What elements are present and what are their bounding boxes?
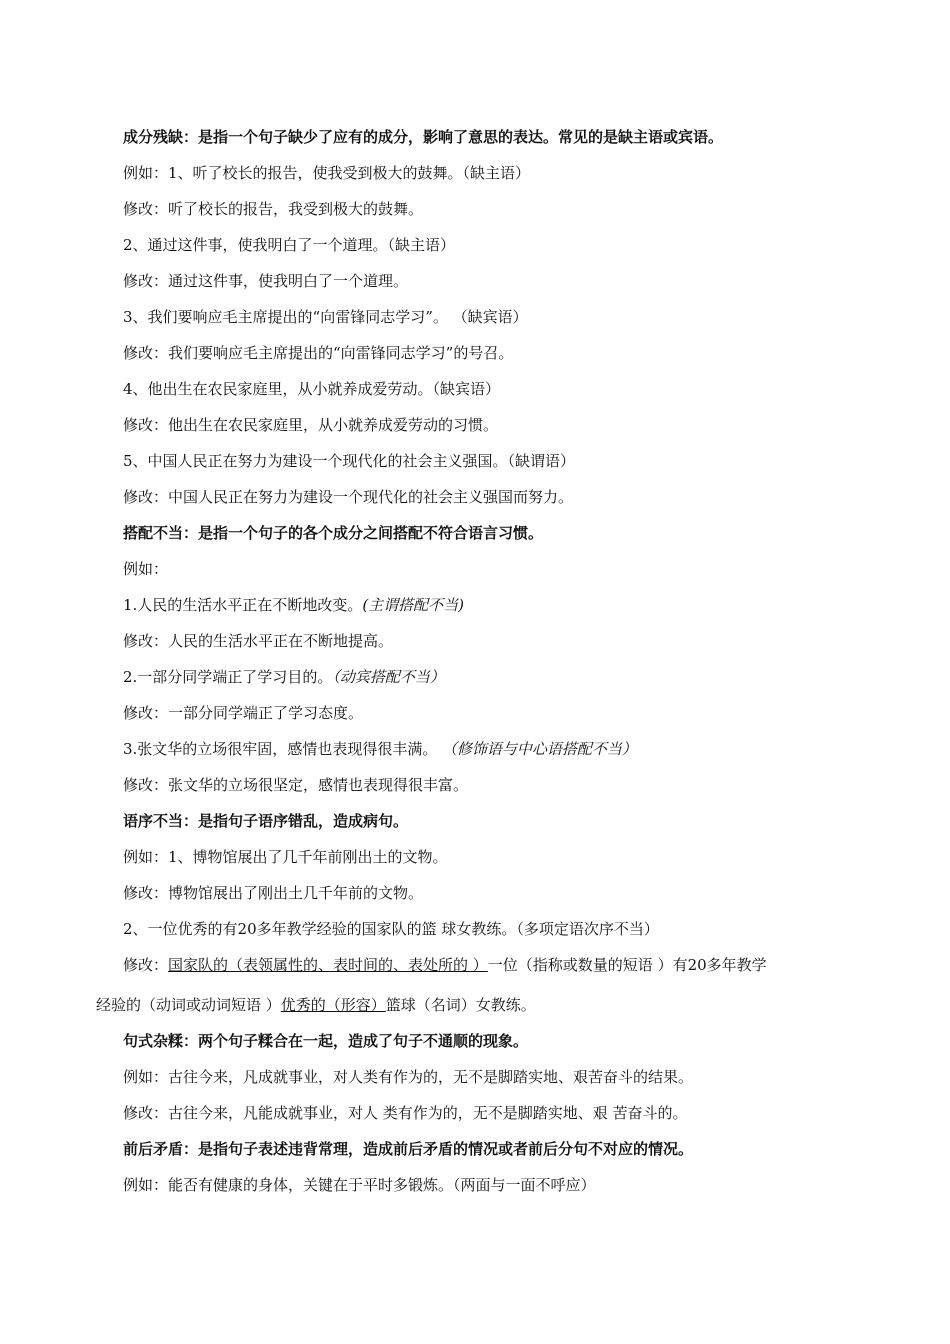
example-sentence: 1.人民的生活水平正在不断地改变。 <box>123 596 363 614</box>
phrase: 经验的（动词或动词短语 ） <box>96 996 281 1014</box>
heading-missing-components: 成分残缺：是指一个句子缺少了应有的成分，影响了意思的表达。常见的是缺主语或宾语。 <box>123 128 724 146</box>
text-line: 修改：他出生在农民家庭里，从小就养成爱劳动的习惯。 <box>123 416 499 434</box>
heading-word-order: 语序不当：是指句子语序错乱，造成病句。 <box>123 812 409 830</box>
phrase: 篮球（名词）女教练。 <box>385 996 536 1014</box>
error-note: （修饰语与中心语搭配不当） <box>449 740 637 758</box>
phrase: 一位（指称或数量的短语 ）有20多年教学 <box>487 956 767 974</box>
underlined-phrase: 国家队的（表领属性的、表时间的、表处所的 ） <box>168 956 488 974</box>
text-line: 例如：1、博物馆展出了几千年前刚出土的文物。 <box>123 848 448 866</box>
revise-label: 修改： <box>123 956 169 974</box>
text-line: 5、中国人民正在努力为建设一个现代化的社会主义强国。（缺谓语） <box>123 452 576 470</box>
text-line: 修改：通过这件事，使我明白了一个道理。 <box>123 272 409 290</box>
text-line: 修改：古往今来，凡能成就事业，对人 类有作为的，无不是脚踏实地、艰 苦奋斗的。 <box>123 1104 688 1122</box>
text-line: 3、我们要响应毛主席提出的“向雷锋同志学习”。 （缺宾语） <box>123 308 528 326</box>
heading-contradiction: 前后矛盾：是指句子表述违背常理，造成前后矛盾的情况或者前后分句不对应的情况。 <box>123 1140 694 1158</box>
text-line <box>96 995 536 1015</box>
text-line: 例如：1、听了校长的报告，使我受到极大的鼓舞。（缺主语） <box>123 164 531 182</box>
text-line: 例如：古往今来，凡成就事业，对人类有作为的，无不是脚踏实地、艰苦奋斗的结果。 <box>123 1068 694 1086</box>
text-line: 修改：中国人民正在努力为建设一个现代化的社会主义强国而努力。 <box>123 488 574 506</box>
text-line: 例如： <box>123 560 169 578</box>
text-line: 4、他出生在农民家庭里，从小就养成爱劳动。（缺宾语） <box>123 380 501 398</box>
text-line: 例如：能否有健康的身体，关键在于平时多锻炼。（两面与一面不呼应） <box>123 1176 596 1194</box>
underlined-phrase: 优秀的（形容） <box>280 996 386 1014</box>
text-line <box>123 739 637 759</box>
text-line: 修改：人民的生活水平正在不断地提高。 <box>123 632 394 650</box>
text-line <box>123 955 767 975</box>
text-line <box>123 595 464 615</box>
text-line <box>123 667 445 687</box>
error-note: (主谓搭配不当) <box>362 596 465 614</box>
text-line: 修改：我们要响应毛主席提出的“向雷锋同志学习”的号召。 <box>123 344 514 362</box>
heading-mixed-sentence: 句式杂糅：两个句子糅合在一起，造成了句子不通顺的现象。 <box>123 1032 529 1050</box>
text-line: 2、一位优秀的有20多年教学经验的国家队的篮 球女教练。（多项定语次序不当） <box>123 920 659 938</box>
example-sentence: 3.张文华的立场很牢固，感情也表现得很丰满。 <box>123 740 438 758</box>
text-line: 修改：张文华的立场很坚定，感情也表现得很丰富。 <box>123 776 469 794</box>
example-sentence: 2.一部分同学端正了学习目的。 <box>123 668 333 686</box>
text-line: 修改：一部分同学端正了学习态度。 <box>123 704 364 722</box>
text-line: 修改：听了校长的报告，我受到极大的鼓舞。 <box>123 200 424 218</box>
error-note: （动宾搭配不当） <box>332 668 445 686</box>
text-line: 修改：博物馆展出了刚出土几千年前的文物。 <box>123 884 424 902</box>
text-line: 2、通过这件事，使我明白了一个道理。（缺主语） <box>123 236 456 254</box>
heading-improper-collocation: 搭配不当：是指一个句子的各个成分之间搭配不符合语言习惯。 <box>123 524 544 542</box>
